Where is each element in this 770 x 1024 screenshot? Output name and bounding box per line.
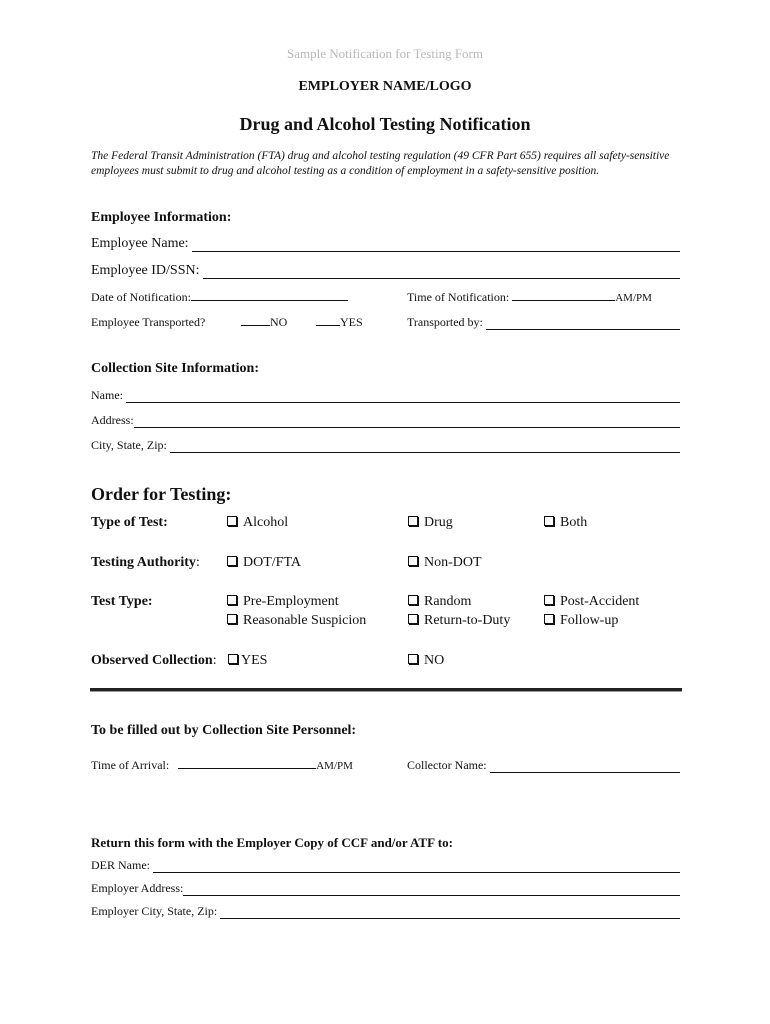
site-city-line[interactable] <box>170 440 680 453</box>
der-name-label: DER Name: <box>91 858 150 872</box>
employee-name-label: Employee Name: <box>91 236 189 251</box>
employee-id-field[interactable] <box>91 263 680 279</box>
collector-name-field[interactable] <box>407 758 680 773</box>
time-of-notification-ampm: AM/PM <box>615 292 652 304</box>
personnel-heading: To be filled out by Collection Site Personnel: <box>91 723 357 738</box>
checkbox-icon[interactable] <box>227 516 237 526</box>
checkbox-icon[interactable] <box>408 595 418 605</box>
reasonable-suspicion-checkbox[interactable] <box>227 613 366 629</box>
observed-yes-label: YES <box>241 653 268 668</box>
der-name-field[interactable] <box>91 858 680 873</box>
employer-city-field[interactable] <box>91 904 680 919</box>
type-of-test-label: Type of Test: <box>91 515 168 530</box>
employee-id-line[interactable] <box>203 266 681 279</box>
transported-yes-option[interactable] <box>316 315 363 330</box>
employer-address-label: Employer Address: <box>91 881 184 895</box>
post-accident-label: Post-Accident <box>560 594 640 609</box>
checkbox-icon[interactable] <box>227 595 237 605</box>
time-of-arrival-label: Time of Arrival: <box>91 758 170 772</box>
site-name-label: Name: <box>91 388 123 402</box>
employee-transported-label: Employee Transported? <box>91 315 206 329</box>
checkbox-icon[interactable] <box>544 614 554 624</box>
date-of-notification-label: Date of Notification: <box>91 290 191 304</box>
collector-name-label: Collector Name: <box>407 758 487 772</box>
return-form-heading: Return this form with the Employer Copy of CCF and/or ATF to: <box>91 835 453 850</box>
random-checkbox[interactable] <box>408 594 471 610</box>
checkbox-icon[interactable] <box>228 654 238 664</box>
employee-info-heading: Employee Information: <box>91 210 232 225</box>
time-of-notification-field[interactable] <box>407 290 652 305</box>
time-of-arrival-ampm: AM/PM <box>316 760 353 772</box>
pre-employment-label: Pre-Employment <box>243 594 339 609</box>
observed-collection-colon: : <box>212 653 217 668</box>
section-divider <box>90 688 682 692</box>
employer-city-line[interactable] <box>220 906 680 919</box>
observed-collection-text: Observed Collection <box>91 653 213 668</box>
time-of-arrival-line[interactable] <box>178 768 316 769</box>
time-of-notification-label: Time of Notification: <box>407 290 510 304</box>
reasonable-suspicion-label: Reasonable Suspicion <box>243 613 367 628</box>
alcohol-checkbox[interactable] <box>227 515 288 531</box>
pre-employment-checkbox[interactable] <box>227 594 339 610</box>
return-to-duty-label: Return-to-Duty <box>424 613 511 628</box>
checkbox-icon[interactable] <box>408 556 418 566</box>
time-of-notification-line[interactable] <box>512 300 615 301</box>
non-dot-checkbox[interactable] <box>408 555 482 571</box>
testing-authority-text: Testing Authority <box>91 555 196 570</box>
both-label: Both <box>560 515 588 530</box>
checkbox-icon[interactable] <box>227 556 237 566</box>
checkbox-icon[interactable] <box>408 654 418 664</box>
date-of-notification-field[interactable] <box>91 290 348 305</box>
follow-up-label: Follow-up <box>560 613 619 628</box>
sample-form-label: Sample Notification for Testing Form <box>287 46 483 61</box>
site-address-label: Address: <box>91 413 134 427</box>
transported-no-label: NO <box>270 315 288 329</box>
employer-city-label: Employer City, State, Zip: <box>91 904 218 918</box>
observed-yes-checkbox[interactable] <box>228 653 267 669</box>
site-city-label: City, State, Zip: <box>91 438 167 452</box>
observed-no-label: NO <box>424 653 445 668</box>
checkbox-icon[interactable] <box>227 614 237 624</box>
return-to-duty-checkbox[interactable] <box>408 613 510 629</box>
drug-label: Drug <box>424 515 453 530</box>
employer-address-line[interactable] <box>183 883 680 896</box>
order-for-testing-heading: Order for Testing: <box>91 484 232 504</box>
employer-name-logo: EMPLOYER NAME/LOGO <box>298 79 472 94</box>
employee-name-field[interactable] <box>91 236 680 252</box>
transported-by-label: Transported by: <box>407 315 483 329</box>
employee-name-line[interactable] <box>192 239 680 252</box>
checkbox-icon[interactable] <box>408 516 418 526</box>
collection-site-heading: Collection Site Information: <box>91 361 259 376</box>
checkbox-icon[interactable] <box>408 614 418 624</box>
date-of-notification-line[interactable] <box>191 300 348 301</box>
drug-checkbox[interactable] <box>408 515 453 531</box>
transported-by-line[interactable] <box>486 317 680 330</box>
observed-no-checkbox[interactable] <box>408 653 444 669</box>
time-of-arrival-field[interactable] <box>91 758 353 773</box>
test-type-label: Test Type: <box>91 594 153 609</box>
alcohol-label: Alcohol <box>243 515 289 530</box>
testing-authority-colon: : <box>195 555 200 570</box>
testing-authority-label <box>91 555 200 571</box>
site-name-line[interactable] <box>126 390 680 403</box>
employer-address-field[interactable] <box>91 881 680 896</box>
post-accident-checkbox[interactable] <box>544 594 639 610</box>
intro-paragraph: The Federal Transit Administration (FTA) drug and alcohol testing regulation (49 CFR Part 655) requires all safety-sensitive employees must submit to drug and alcohol testing as a condition of employment in a safety-sensitive position. <box>91 150 670 177</box>
follow-up-checkbox[interactable] <box>544 613 618 629</box>
employee-id-label: Employee ID/SSN: <box>91 263 200 278</box>
random-label: Random <box>424 594 472 609</box>
checkbox-icon[interactable] <box>544 516 554 526</box>
non-dot-label: Non-DOT <box>424 555 482 570</box>
site-address-field[interactable] <box>91 413 680 428</box>
page-title: Drug and Alcohol Testing Notification <box>239 114 531 134</box>
observed-collection-label <box>91 653 217 669</box>
transported-yes-label: YES <box>340 315 363 329</box>
transported-no-option[interactable] <box>241 315 287 330</box>
transported-by-field[interactable] <box>407 315 680 330</box>
transported-yes-line[interactable] <box>316 325 340 326</box>
site-name-field[interactable] <box>91 388 680 403</box>
der-name-line[interactable] <box>153 860 680 873</box>
site-address-line[interactable] <box>134 415 680 428</box>
dot-fta-checkbox[interactable] <box>227 555 301 571</box>
both-checkbox[interactable] <box>544 515 587 531</box>
transported-no-line[interactable] <box>241 325 270 326</box>
dot-fta-label: DOT/FTA <box>243 555 301 570</box>
checkbox-icon[interactable] <box>544 595 554 605</box>
collector-name-line[interactable] <box>490 760 680 773</box>
site-city-field[interactable] <box>91 438 680 453</box>
